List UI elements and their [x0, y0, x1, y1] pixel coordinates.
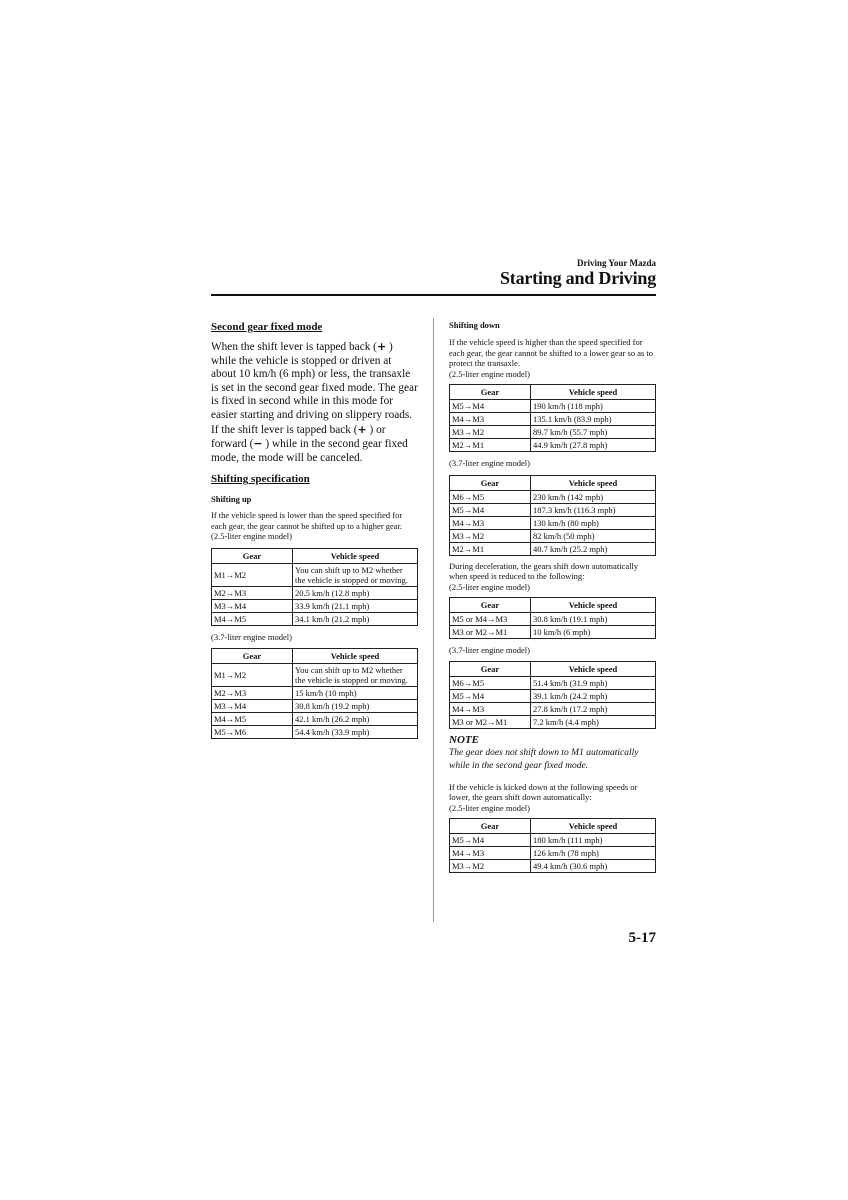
- table-row: [450, 529, 656, 542]
- model-label: (2.5-liter engine model): [449, 802, 530, 813]
- speed-cell: 187.3 km/h (116.3 mph): [531, 503, 656, 516]
- table-header-row: [450, 598, 656, 613]
- column-header-speed: Vehicle speed: [531, 819, 656, 834]
- gear-cell: M5→M6: [212, 726, 293, 739]
- minus-symbol: −: [253, 437, 263, 451]
- table-header-row: [212, 649, 418, 664]
- table-header-row: [212, 548, 418, 563]
- gear-cell: M6→M5: [450, 490, 531, 503]
- table-row: [450, 689, 656, 702]
- table-row: [450, 542, 656, 555]
- second-gear-heading: Second gear fixed mode: [211, 321, 323, 333]
- column-header-gear: Gear: [450, 819, 531, 834]
- gear-cell: M5→M4: [450, 400, 531, 413]
- shifting-spec-heading: Shifting specification: [211, 473, 310, 486]
- table-row: [450, 413, 656, 426]
- table-row: [450, 426, 656, 439]
- table-row: [450, 676, 656, 689]
- gear-cell: M3→M4: [212, 599, 293, 612]
- gear-cell: M1→M2: [212, 664, 293, 687]
- speed-cell: 33.9 km/h (21.1 mph): [293, 599, 418, 612]
- column-header-speed: Vehicle speed: [531, 475, 656, 490]
- speed-cell: 51.4 km/h (31.9 mph): [531, 676, 656, 689]
- column-header-gear: Gear: [450, 661, 531, 676]
- shift-up-table-25: [211, 548, 418, 626]
- gear-cell: M4→M5: [212, 612, 293, 625]
- left-column: [211, 320, 418, 739]
- speed-cell: 126 km/h (78 mph): [531, 847, 656, 860]
- speed-cell: 7.2 km/h (4.4 mph): [531, 715, 656, 728]
- speed-cell: 15 km/h (10 mph): [293, 687, 418, 700]
- shift-up-table-37: [211, 648, 418, 739]
- gear-cell: M6→M5: [450, 676, 531, 689]
- table-row: [450, 702, 656, 715]
- model-label: (3.7-liter engine model): [211, 631, 292, 642]
- speed-cell: 44.9 km/h (27.8 mph): [531, 439, 656, 452]
- plus-symbol: +: [376, 340, 387, 353]
- model-label: (3.7-liter engine model): [449, 645, 530, 655]
- table-row: [450, 834, 656, 847]
- gear-cell: M2→M3: [212, 687, 293, 700]
- shifting-down-subheading: Shifting down: [449, 320, 500, 330]
- column-header-gear: Gear: [212, 649, 293, 664]
- speed-cell: 180 km/h (111 mph): [531, 834, 656, 847]
- shifting-up-intro: If the vehicle speed is lower than the speed specified for each gear, the gear cannot be shifted up to a higher gear.: [211, 510, 403, 531]
- column-header-speed: Vehicle speed: [531, 661, 656, 676]
- gear-cell: M3→M2: [450, 426, 531, 439]
- shifting-up-subheading: Shifting up: [211, 494, 252, 505]
- column-header-gear: Gear: [450, 475, 531, 490]
- note-text: The gear does not shift down to M1 automatically while in the second gear fixed mode.: [449, 747, 639, 771]
- speed-cell: 27.8 km/h (17.2 mph): [531, 702, 656, 715]
- table-row: [450, 626, 656, 639]
- second-gear-text: [211, 340, 418, 465]
- column-header-speed: Vehicle speed: [293, 649, 418, 664]
- speed-cell: 39.1 km/h (24.2 mph): [531, 689, 656, 702]
- table-row: [450, 439, 656, 452]
- gear-cell: M5 or M4→M3: [450, 613, 531, 626]
- gear-cell: M3→M2: [450, 860, 531, 873]
- gear-cell: M1→M2: [212, 563, 293, 586]
- model-label: (2.5-liter engine model): [449, 368, 530, 379]
- column-header-speed: Vehicle speed: [531, 598, 656, 613]
- text-run: ) while the vehicle is stopped or driven at about 10 km/h (6 mph) or less, the transaxle is set in the second gear fixed mode. The gear is fixed in second while in this mode for easier starting and driving on slippery roads. If the shift lever is tapped back (: [211, 341, 418, 436]
- speed-cell: 40.7 km/h (25.2 mph): [531, 542, 656, 555]
- table-row: [212, 599, 418, 612]
- speed-cell: 54.4 km/h (33.9 mph): [293, 726, 418, 739]
- speed-cell: 89.7 km/h (55.7 mph): [531, 426, 656, 439]
- table-row: [212, 687, 418, 700]
- speed-cell: You can shift up to M2 whether the vehicle is stopped or moving.: [293, 664, 418, 687]
- gear-cell: M4→M3: [450, 847, 531, 860]
- gear-cell: M3 or M2→M1: [450, 715, 531, 728]
- table-row: [450, 516, 656, 529]
- table-row: [212, 700, 418, 713]
- table-row: [450, 613, 656, 626]
- kickdown-table-25: [449, 818, 656, 873]
- speed-cell: 30.8 km/h (19.1 mph): [531, 613, 656, 626]
- table-row: [212, 563, 418, 586]
- model-label: (3.7-liter engine model): [449, 458, 530, 468]
- header-rule: [211, 294, 656, 296]
- deceleration-text: During deceleration, the gears shift down automatically when speed is reduced to the following:: [449, 560, 639, 581]
- speed-cell: 30.8 km/h (19.2 mph): [293, 700, 418, 713]
- table-row: [450, 860, 656, 873]
- column-header-speed: Vehicle speed: [531, 385, 656, 400]
- section-label: Driving Your Mazda: [576, 258, 656, 268]
- table-row: [212, 586, 418, 599]
- table-header-row: [450, 475, 656, 490]
- table-row: [212, 726, 418, 739]
- speed-cell: 135.1 km/h (83.9 mph): [531, 413, 656, 426]
- table-row: [212, 664, 418, 687]
- model-label: (2.5-liter engine model): [211, 531, 292, 542]
- speed-cell: You can shift up to M2 whether the vehicle is stopped or moving.: [293, 563, 418, 586]
- text-run: ) or forward (: [211, 423, 386, 451]
- table-row: [212, 612, 418, 625]
- table-row: [450, 490, 656, 503]
- speed-cell: 130 km/h (80 mph): [531, 516, 656, 529]
- speed-cell: 10 km/h (6 mph): [531, 626, 656, 639]
- table-header-row: [450, 661, 656, 676]
- table-header-row: [450, 819, 656, 834]
- gear-cell: M4→M3: [450, 516, 531, 529]
- column-header-gear: Gear: [450, 385, 531, 400]
- column-header-gear: Gear: [212, 548, 293, 563]
- table-row: [450, 715, 656, 728]
- speed-cell: 190 km/h (118 mph): [531, 400, 656, 413]
- text-run: When the shift lever is tapped back (: [211, 341, 377, 353]
- right-column: [449, 320, 656, 873]
- column-divider: [433, 318, 434, 922]
- gear-cell: M4→M5: [212, 713, 293, 726]
- speed-cell: 49.4 km/h (30.6 mph): [531, 860, 656, 873]
- gear-cell: M4→M3: [450, 413, 531, 426]
- table-row: [212, 713, 418, 726]
- kickdown-text: If the vehicle is kicked down at the following speeds or lower, the gears shift down automatically:: [449, 781, 638, 803]
- gear-cell: M2→M3: [212, 586, 293, 599]
- shifting-down-intro: If the vehicle speed is higher than the speed specified for each gear, the gear cannot be shifted to a lower gear so as to protect the transaxle.: [449, 337, 654, 368]
- section-title: Starting and Driving: [499, 268, 656, 288]
- gear-cell: M5→M4: [450, 503, 531, 516]
- speed-cell: 20.5 km/h (12.8 mph): [293, 586, 418, 599]
- gear-cell: M5→M4: [450, 689, 531, 702]
- shift-down-table-25: [449, 384, 656, 452]
- table-row: [450, 847, 656, 860]
- speed-cell: 230 km/h (142 mph): [531, 490, 656, 503]
- gear-cell: M3→M2: [450, 529, 531, 542]
- model-label: (2.5-liter engine model): [449, 581, 530, 592]
- table-row: [450, 503, 656, 516]
- plus-symbol: +: [357, 422, 367, 436]
- note-heading: NOTE: [449, 733, 479, 746]
- decel-table-37: [449, 661, 656, 729]
- text-run: ) while in the second gear fixed mode, the mode will be canceled.: [211, 438, 408, 464]
- speed-cell: 82 km/h (50 mph): [531, 529, 656, 542]
- decel-table-25: [449, 597, 656, 639]
- gear-cell: M3 or M2→M1: [450, 626, 531, 639]
- gear-cell: M4→M3: [450, 702, 531, 715]
- speed-cell: 34.1 km/h (21.2 mph): [293, 612, 418, 625]
- gear-cell: M3→M4: [212, 700, 293, 713]
- gear-cell: M2→M1: [450, 542, 531, 555]
- shift-down-table-37: [449, 475, 656, 556]
- table-header-row: [450, 385, 656, 400]
- gear-cell: M2→M1: [450, 439, 531, 452]
- speed-cell: 42.1 km/h (26.2 mph): [293, 713, 418, 726]
- gear-cell: M5→M4: [450, 834, 531, 847]
- table-row: [450, 400, 656, 413]
- column-header-gear: Gear: [450, 598, 531, 613]
- page-number: 5-17: [628, 930, 656, 946]
- column-header-speed: Vehicle speed: [293, 548, 418, 563]
